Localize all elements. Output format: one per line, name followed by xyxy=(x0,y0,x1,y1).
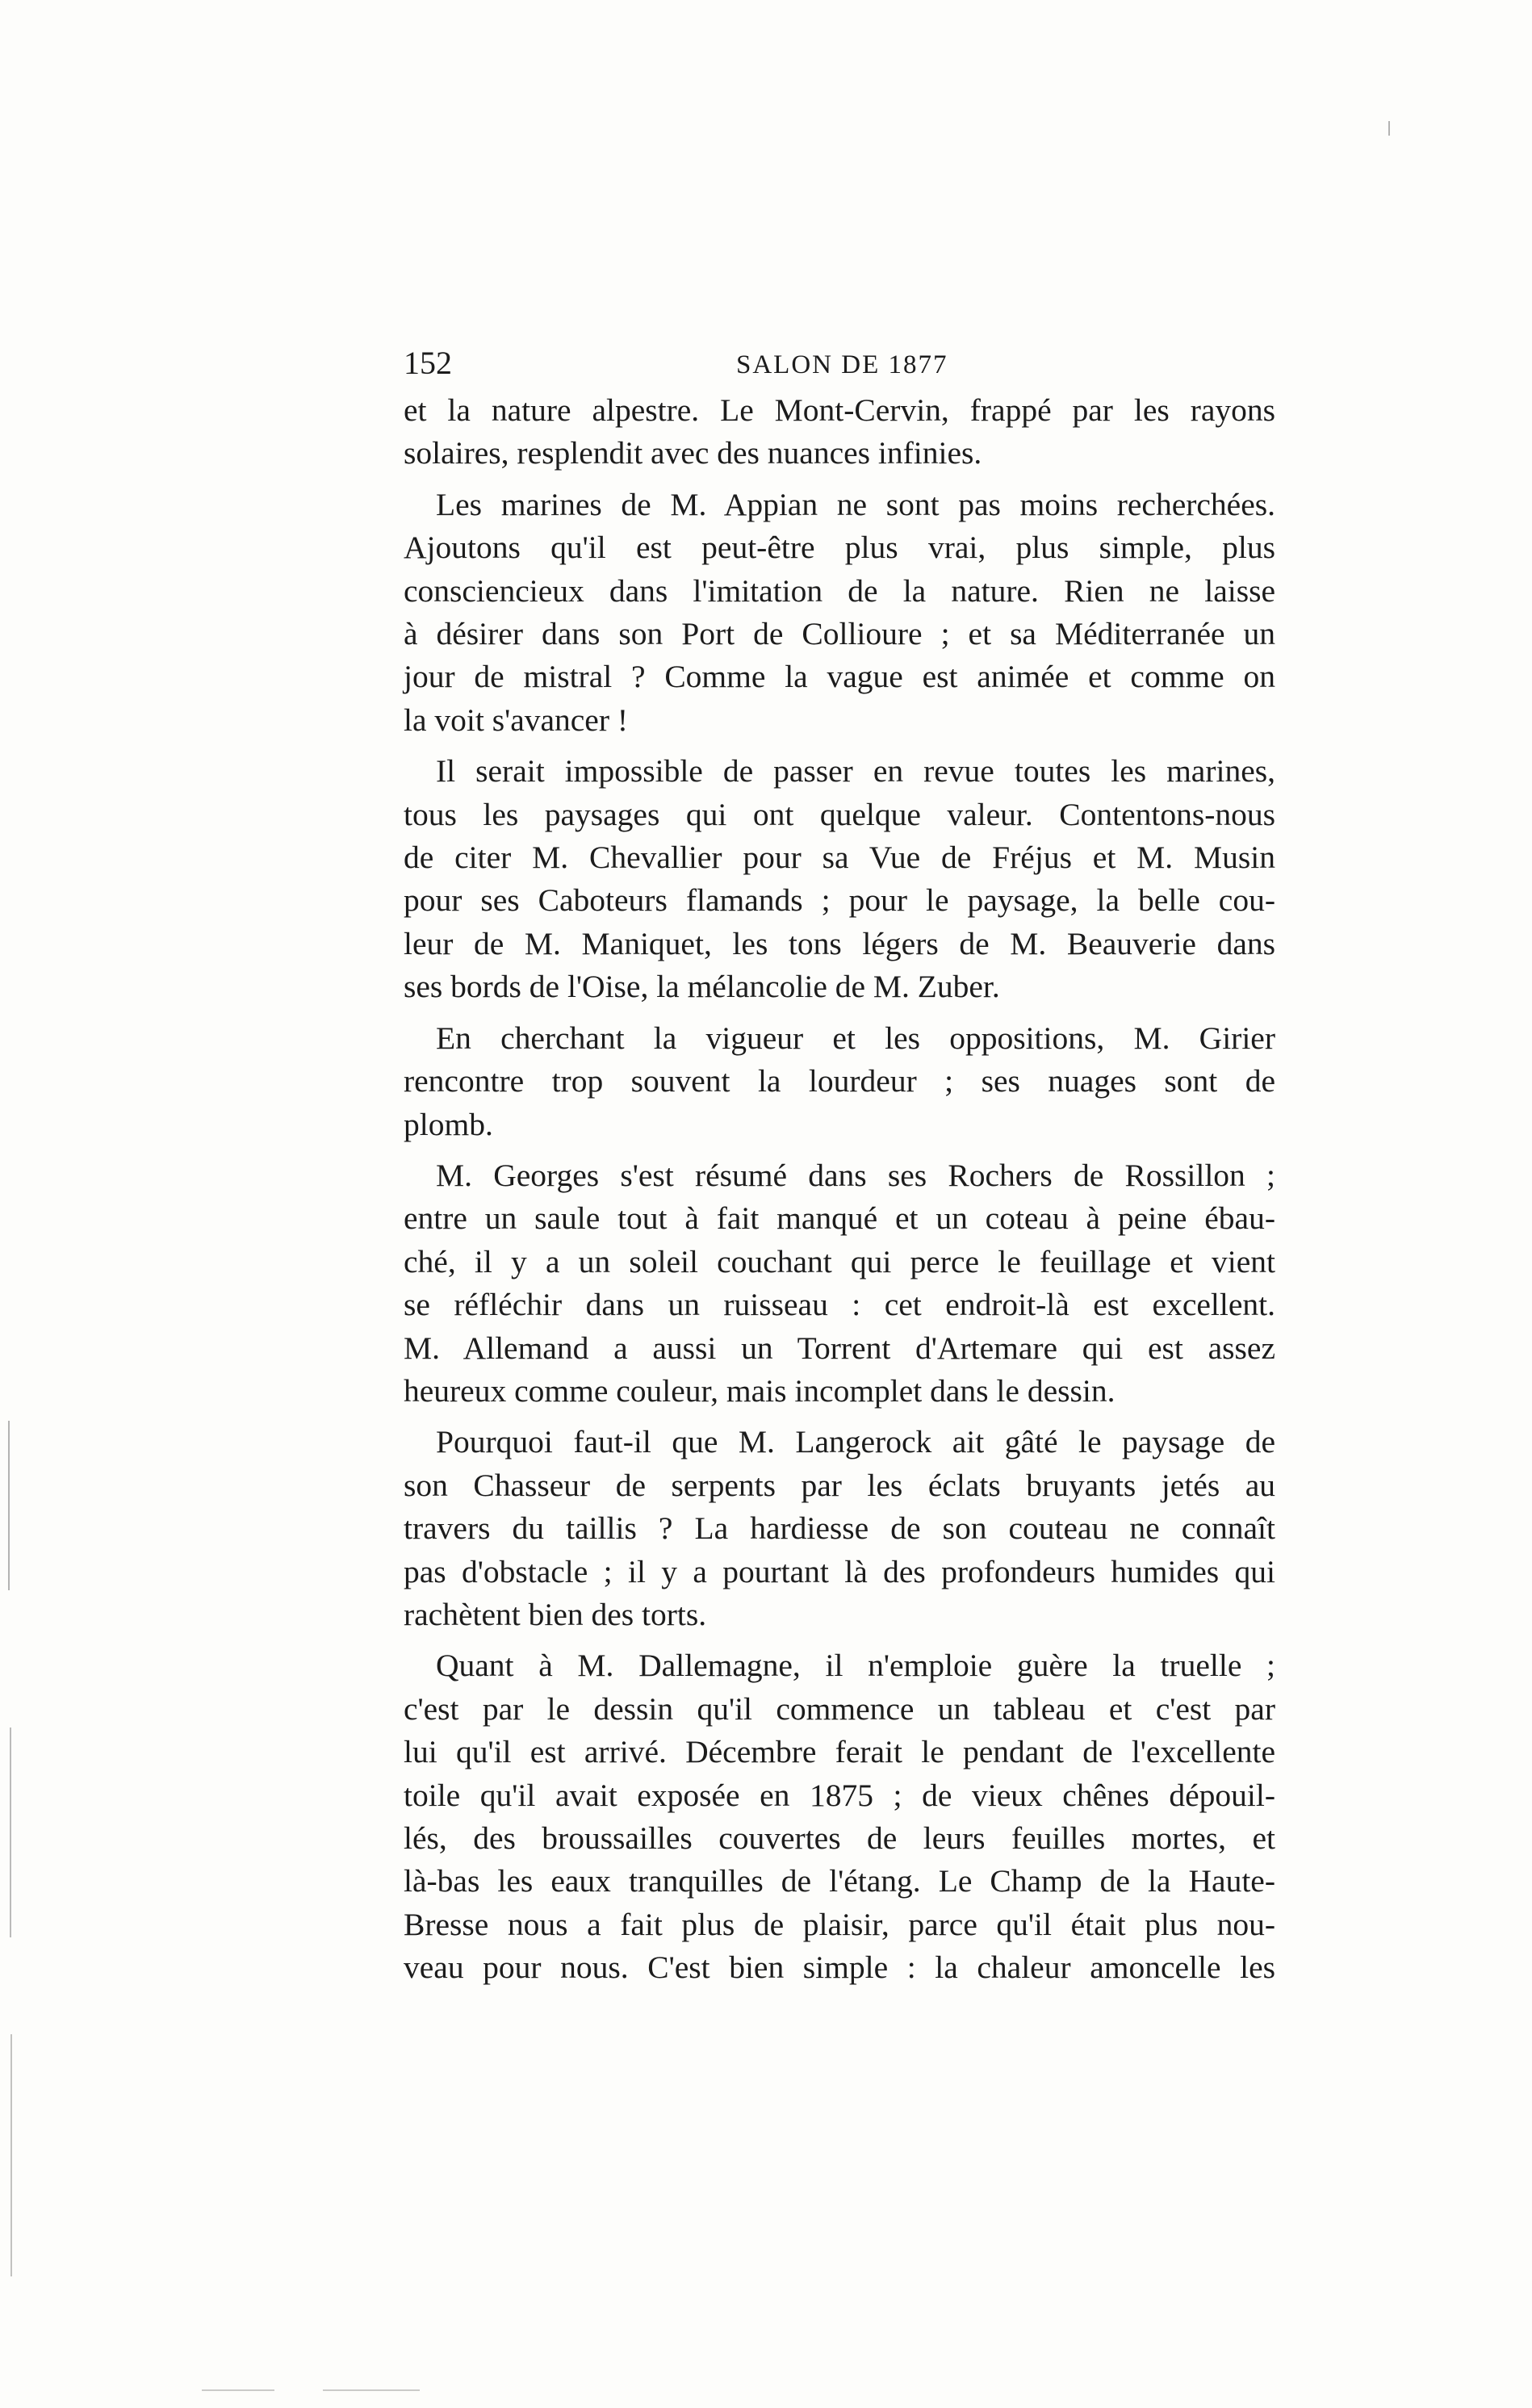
paragraph xyxy=(404,484,1275,742)
running-title: SALON DE 1877 xyxy=(736,350,948,379)
text-line: ché, il y a un soleil couchant qui perce le feuillage et vient xyxy=(404,1243,1275,1279)
text-line: rencontre trop souvent la lourdeur ; ses nuages sont de xyxy=(404,1063,1275,1099)
text-line: Ajoutons qu'il est peut-être plus vrai, plus simple, plus xyxy=(404,530,1275,566)
text-line: toile qu'il avait exposée en 1875 ; de vieux chênes dépouil- xyxy=(404,1777,1275,1813)
paragraph xyxy=(404,389,1275,475)
text-line: son Chasseur de serpents par les éclats bruyants jetés au xyxy=(404,1467,1275,1503)
text-line: En cherchant la vigueur et les oppositions, M. Girier xyxy=(436,1020,1275,1056)
text-line: pour ses Caboteurs flamands ; pour le paysage, la belle cou- xyxy=(404,882,1275,919)
text-line: solaires, resplendit avec des nuances infinies. xyxy=(404,435,982,471)
text-line: M. Georges s'est résumé dans ses Rochers de Rossillon ; xyxy=(436,1157,1275,1193)
paragraph xyxy=(404,1644,1275,1989)
text-line: travers du taillis ? La hardiesse de son couteau ne connaît xyxy=(404,1510,1275,1547)
text-line: leur de M. Maniquet, les tons légers de M. Beauverie dans xyxy=(404,925,1275,961)
text-line: Il serait impossible de passer en revue toutes les marines, xyxy=(436,753,1275,789)
text-line: plomb. xyxy=(404,1106,493,1142)
text-line: Bresse nous a fait plus de plaisir, parce qu'il était plus nou- xyxy=(404,1906,1275,1942)
text-line: c'est par le dessin qu'il commence un tableau et c'est par xyxy=(404,1690,1275,1727)
scan-edge-mark xyxy=(10,1727,11,1937)
text-line: rachètent bien des torts. xyxy=(404,1596,707,1632)
text-line: ses bords de l'Oise, la mélancolie de M. Zuber. xyxy=(404,969,1000,1005)
scan-edge-mark xyxy=(202,2389,274,2391)
text-line: là-bas les eaux tranquilles de l'étang. Le Champ de la Haute- xyxy=(404,1863,1275,1899)
body-text xyxy=(404,389,1275,1990)
text-line: lés, des broussailles couvertes de leurs feuilles mortes, et xyxy=(404,1820,1275,1856)
text-line: Quant à M. Dallemagne, il n'emploie guère la truelle ; xyxy=(436,1648,1275,1684)
paragraph xyxy=(404,1421,1275,1636)
text-line: pas d'obstacle ; il y a pourtant là des profondeurs humides qui xyxy=(404,1553,1275,1589)
text-line: Les marines de M. Appian ne sont pas moins recherchées. xyxy=(436,486,1275,522)
text-line: entre un saule tout à fait manqué et un coteau à peine ébau- xyxy=(404,1200,1275,1237)
paragraph xyxy=(404,1017,1275,1146)
text-line: jour de mistral ? Comme la vague est animée et comme on xyxy=(404,659,1275,695)
paragraph xyxy=(404,1154,1275,1413)
text-line: et la nature alpestre. Le Mont-Cervin, frappé par les rayons xyxy=(404,392,1275,428)
paragraph xyxy=(404,750,1275,1008)
text-line: veau pour nous. C'est bien simple : la chaleur amoncelle les xyxy=(404,1949,1275,1986)
text-line: consciencieux dans l'imitation de la nature. Rien ne laisse xyxy=(404,572,1275,609)
text-line: la voit s'avancer ! xyxy=(404,701,629,738)
text-line: M. Allemand a aussi un Torrent d'Artemare qui est assez xyxy=(404,1330,1275,1366)
text-line: heureux comme couleur, mais incomplet dans le dessin. xyxy=(404,1372,1116,1409)
scan-edge-mark xyxy=(1388,121,1390,136)
text-line: Pourquoi faut-il que M. Langerock ait gâté le paysage de xyxy=(436,1424,1275,1460)
text-line: lui qu'il est arrivé. Décembre ferait le pendant de l'excellente xyxy=(404,1734,1275,1770)
text-line: à désirer dans son Port de Collioure ; et sa Méditerranée un xyxy=(404,616,1275,652)
scan-edge-mark xyxy=(323,2389,420,2391)
text-line: de citer M. Chevallier pour sa Vue de Fréjus et M. Musin xyxy=(404,840,1275,876)
scan-edge-mark xyxy=(10,2034,12,2276)
page-number: 152 xyxy=(404,345,452,381)
scan-edge-mark xyxy=(8,1421,10,1590)
text-line: se réfléchir dans un ruisseau : cet endroit-là est excellent. xyxy=(404,1287,1275,1323)
text-line: tous les paysages qui ont quelque valeur. Contentons-nous xyxy=(404,796,1275,832)
page-header xyxy=(404,339,1275,387)
